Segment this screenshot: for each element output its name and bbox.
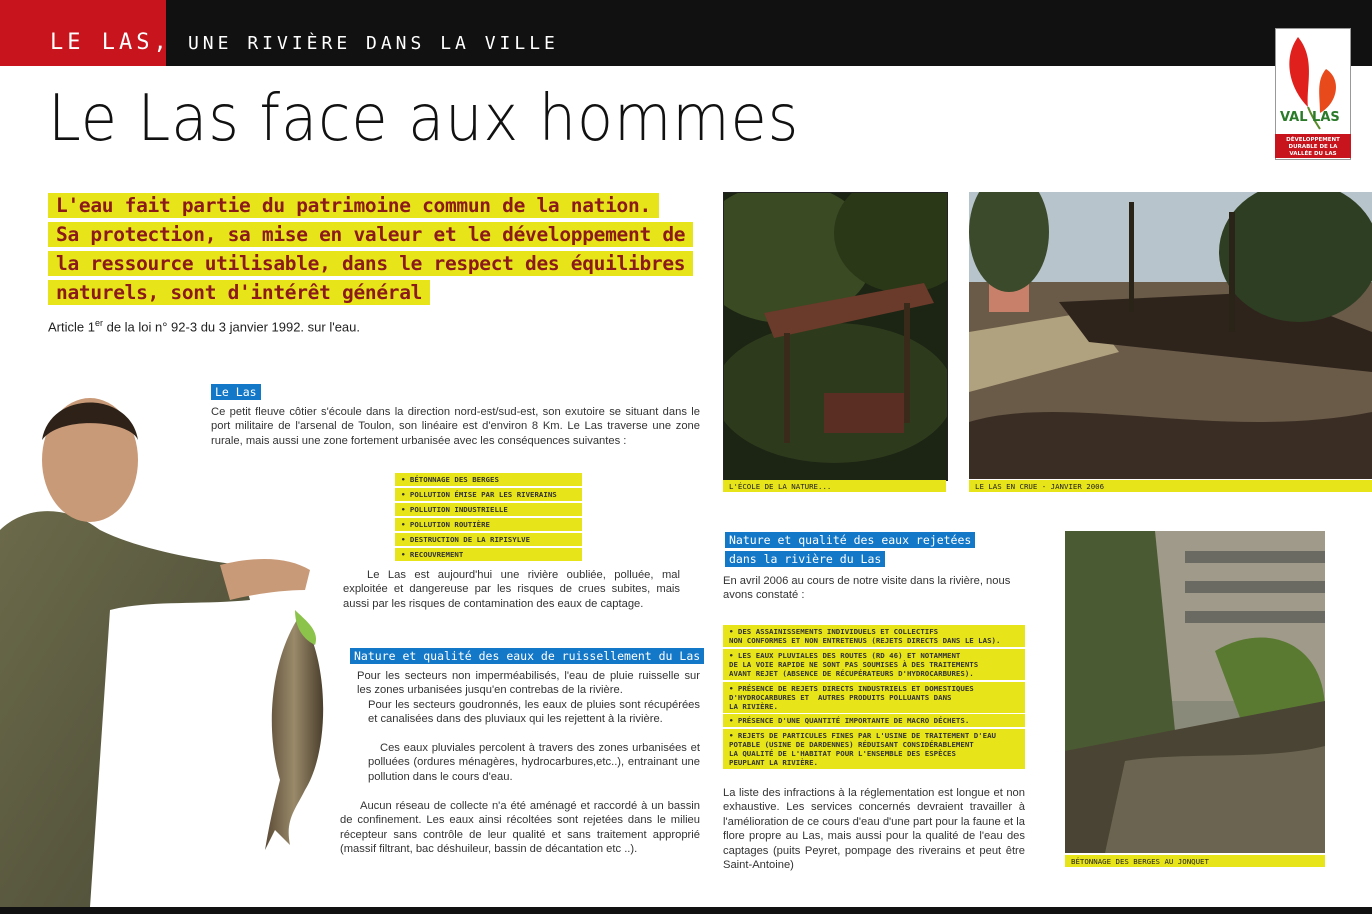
section-label-rejetees-2: dans la rivière du Las: [725, 551, 885, 567]
le-las-paragraph-1: Ce petit fleuve côtier s'écoule dans la direction nord-est/sud-est, son exutoire se situant dans le port militaire de l'arsenal de Toulon, son linéaire est d'environ 8 Km. Le Las traverse une zone rurale, mais aussi une zone fortement urbanisée avec les conséquences suivantes :: [211, 406, 700, 447]
caption-ecole: L'ÉCOLE DE LA NATURE...: [723, 480, 946, 492]
list-item: • DES ASSAINISSEMENTS INDIVIDUELS ET COLLECTIFS NON CONFORMES ET NON ENTRETENUS (REJETS DIRECTS DANS LE LAS).: [723, 625, 1025, 647]
ruissellement-p4: Aucun réseau de collecte n'a été aménagé et raccordé à un bassin de confinement. Les eaux ainsi récoltées sont rejetées dans le milieu récepteur sans contrôle de leur qualité et sans traitement approprié (massif filtrant, bac déshuileur, bassin de décantation etc ..).: [340, 800, 700, 856]
caption-berges: BÉTONNAGE DES BERGES AU JONQUET: [1065, 855, 1325, 867]
quote-line-4: naturels, sont d'intérêt général: [48, 280, 430, 305]
le-las-paragraph-2: Le Las est aujourd'hui une rivière oubliée, polluée, mal exploitée et dangereuse par les risques de crues subites, mais aussi par les risques de contamination des eaux de captage.: [343, 569, 680, 610]
header-title-sub: UNE RIVIÈRE DANS LA VILLE: [187, 33, 559, 54]
header-title: [50, 30, 559, 55]
list-item: • LES EAUX PLUVIALES DES ROUTES (RD 46) ET NOTAMMENT DE LA VOIE RAPIDE NE SONT PAS SOUMISES À DES TRAITEMENTS AVANT REJET (ABSENCE DE RÉCUPÉRATEURS D'HYDROCARBURES).: [723, 649, 1025, 680]
list-item: • POLLUTION ROUTIÈRE: [395, 518, 582, 531]
consequences-list: [395, 473, 582, 563]
list-item: • POLLUTION ÉMISE PAR LES RIVERAINS: [395, 488, 582, 501]
quote-line-1: L'eau fait partie du patrimoine commun de la nation.: [48, 193, 659, 218]
ruissellement-p3: Ces eaux pluviales percolent à travers des zones urbanisées et polluées (ordures ménagères, hydrocarbures,etc..), entrainant une pollution dans le cours d'eau.: [368, 742, 700, 783]
rejetees-intro: En avril 2006 au cours de notre visite dans la rivière, nous avons constaté :: [723, 575, 1011, 602]
quote-line-3: la ressource utilisable, dans le respect des équilibres: [48, 251, 693, 276]
quote-line-2: Sa protection, sa mise en valeur et le développement de: [48, 222, 693, 247]
photo-las-en-crue: [969, 192, 1372, 479]
list-item: • REJETS DE PARTICULES FINES PAR L'USINE DE TRAITEMENT D'EAU POTABLE (USINE DE DARDENNES) RÉDUISANT CONSIDÉRABLEMENT LA QUALITÉ DE L'HABITAT POUR L'ENSEMBLE DES ESPÈCES PEUPLANT LA RIVIÈRE.: [723, 729, 1025, 769]
logo-wordmark: VAL LAS: [1280, 110, 1340, 125]
logo-tagline: DÉVELOPPEMENT DURABLE DE LA VALLÉE DU LAS: [1286, 137, 1340, 157]
list-item: • DESTRUCTION DE LA RIPISYLVE: [395, 533, 582, 546]
article-sup: er: [94, 318, 103, 328]
leaf-logo-icon: [1276, 29, 1350, 135]
list-item: • PRÉSENCE D'UNE QUANTITÉ IMPORTANTE DE MACRO DÉCHETS.: [723, 714, 1025, 727]
photo-betonnage-berges: [1065, 531, 1325, 853]
caption-crue: LE LAS EN CRUE - JANVIER 2006: [969, 480, 1372, 492]
man-holding-fish-illustration: [0, 390, 360, 907]
footer-bar: [0, 907, 1372, 914]
photo-ecole-de-la-nature: [723, 192, 948, 481]
ruissellement-p1: Pour les secteurs non imperméabilisés, l'eau de pluie ruisselle sur les zones urbanisées jusqu'en contrebas de la rivière.: [357, 670, 700, 697]
section-label-rejetees-1: Nature et qualité des eaux rejetées: [725, 532, 975, 548]
section-label-ruissellement: Nature et qualité des eaux de ruissellement du Las: [350, 648, 704, 664]
ruissellement-p2: Pour les secteurs goudronnés, les eaux de pluies sont récupérées et canalisées dans des pluviaux qui les rejettent à la rivière.: [368, 699, 700, 726]
list-item: • BÉTONNAGE DES BERGES: [395, 473, 582, 486]
list-item: • POLLUTION INDUSTRIELLE: [395, 503, 582, 516]
list-item: • RECOUVREMENT: [395, 548, 582, 561]
section-label-le-las: Le Las: [211, 384, 261, 400]
page-title: Le Las face aux hommes: [48, 82, 800, 156]
list-item: • PRÉSENCE DE REJETS DIRECTS INDUSTRIELS ET DOMESTIQUES D'HYDROCARBURES ET AUTRES PRODUITS POLLUANTS DANS LA RIVIÈRE.: [723, 682, 1025, 713]
article-reference: [48, 318, 360, 334]
article-pre: Article 1: [48, 319, 95, 335]
rejetees-conclusion: La liste des infractions à la réglementation est longue et non exhaustive. Les services concernés devraient travailler à l'amélioration de ce cours d'eau d'une part pour la faune et la flore propre au Las, mais aussi pour la qualité de l'eau des captages (puits Peyret, pompage des riverains et peut être Saint-Antoine): [723, 787, 1025, 872]
article-post: de la loi n° 92-3 du 3 janvier 1992. sur l'eau.: [102, 319, 360, 335]
header-title-main: LE LAS,: [50, 30, 171, 55]
